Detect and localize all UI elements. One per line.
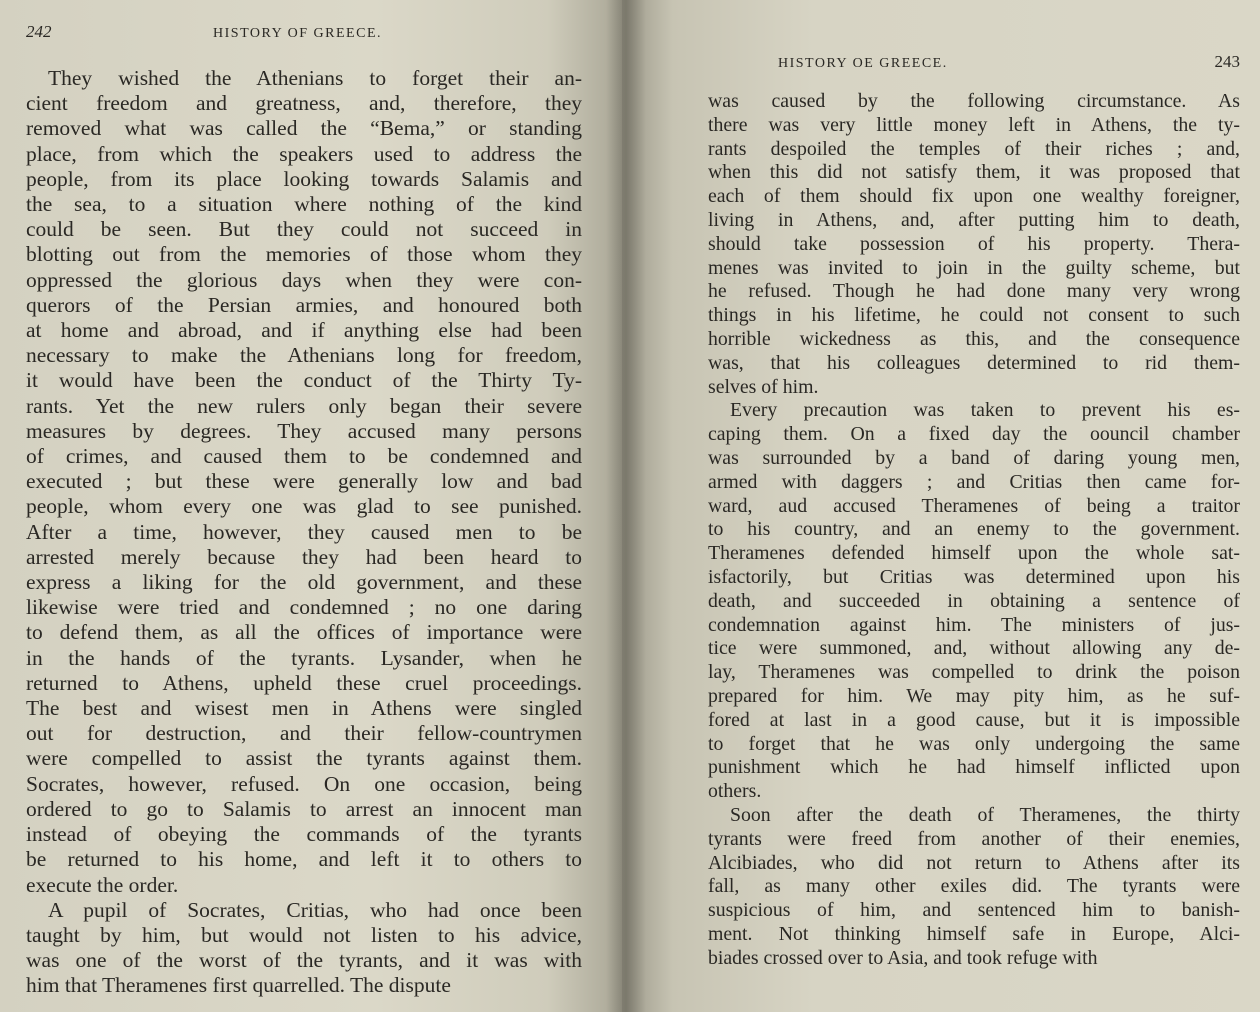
text-line: oppressed the glorious days when they were con-: [26, 267, 582, 292]
text-line: likewise were tried and condemned ; no one daring: [26, 595, 582, 620]
text-line: menes was invited to join in the guilty scheme, but: [708, 256, 1240, 279]
text-line: returned to Athens, upheld these cruel proceedings.: [26, 670, 582, 695]
text-line: was caused by the following circumstance. As: [708, 90, 1240, 112]
text-line: Soon after the death of Theramenes, the thirty: [730, 803, 1240, 826]
left-page: [0, 0, 622, 1012]
right-running-head: [708, 52, 1240, 72]
text-line: there was very little money left in Athens, the ty-: [708, 113, 1240, 136]
text-line: measures by degrees. They accused many persons: [26, 418, 582, 443]
text-line: tyrants were freed from another of their enemies,: [708, 827, 1240, 850]
text-line: each of them should fix upon one wealthy foreigner,: [708, 185, 1240, 208]
text-line: people, whom every one was glad to see punished.: [26, 494, 582, 519]
text-line: out for destruction, and their fellow-countrymen: [26, 721, 582, 746]
right-page: [622, 0, 1260, 1012]
text-line: death, and succeeded in obtaining a sentence of: [708, 589, 1240, 612]
left-running-title: HISTORY OF GREECE.: [213, 26, 382, 41]
text-line: place, from which the speakers used to address the: [26, 141, 582, 166]
text-line: could be seen. But they could not succeed in: [26, 217, 582, 242]
text-line: taught by him, but would not listen to his advice,: [26, 922, 582, 947]
text-line: the sea, to a situation where nothing of the kind: [26, 192, 582, 217]
text-line: ment. Not thinking himself safe in Europe, Alci-: [708, 922, 1240, 945]
text-line: was surrounded by a band of daring young men,: [708, 446, 1240, 469]
right-page-text: [708, 90, 1240, 970]
paragraph: [708, 399, 1240, 804]
text-line: punishment which he had himself inflicted upon: [708, 756, 1240, 779]
text-line: others.: [708, 780, 762, 803]
text-line: living in Athens, and, after putting him to death,: [708, 208, 1240, 231]
text-line: arrested merely because they had been heard to: [26, 544, 582, 569]
text-line: express a liking for the old government, and these: [26, 570, 582, 595]
text-line: of crimes, and caused them to be condemned and: [26, 444, 582, 469]
text-line: Alcibiades, who did not return to Athens after its: [708, 851, 1240, 874]
text-line: fored at last in a good cause, but it is impossible: [708, 708, 1240, 731]
text-line: was, that his colleagues determined to rid them-: [708, 351, 1240, 374]
text-line: him that Theramenes first quarrelled. The dispute: [26, 973, 451, 998]
left-page-number: 242: [26, 22, 52, 41]
text-line: After a time, however, they caused men to be: [26, 519, 582, 544]
left-running-head: [26, 22, 582, 42]
text-line: horrible wickedness as this, and the consequence: [708, 327, 1240, 350]
text-line: Socrates, however, refused. On one occasion, being: [26, 771, 582, 796]
text-line: executed ; but these were generally low and bad: [26, 469, 582, 494]
text-line: tice were summoned, and, without allowing any de-: [708, 637, 1240, 660]
left-page-text: [26, 66, 582, 999]
text-line: instead of obeying the commands of the tyrants: [26, 822, 582, 847]
text-line: at home and abroad, and if anything else had been: [26, 318, 582, 343]
text-line: should take possession of his property. Thera-: [708, 232, 1240, 255]
text-line: necessary to make the Athenians long for freedom,: [26, 343, 582, 368]
text-line: isfactorily, but Critias was determined upon his: [708, 565, 1240, 588]
text-line: people, from its place looking towards Salamis and: [26, 166, 582, 191]
text-line: lay, Theramenes was compelled to drink the poison: [708, 661, 1240, 684]
text-line: was one of the worst of the tyrants, and it was with: [26, 948, 582, 973]
text-line: querors of the Persian armies, and honoured both: [26, 292, 582, 317]
text-line: he refused. Though he had done many very wrong: [708, 280, 1240, 303]
text-line: ward, aud accused Theramenes of being a traitor: [708, 494, 1240, 517]
text-line: when this did not satisfy them, it was proposed that: [708, 161, 1240, 184]
text-line: fall, as many other exiles did. The tyrants were: [708, 875, 1240, 898]
text-line: were compelled to assist the tyrants against them.: [26, 746, 582, 771]
text-line: Theramenes defended himself upon the whole sat-: [708, 542, 1240, 565]
text-line: things in his lifetime, he could not consent to such: [708, 304, 1240, 327]
text-line: The best and wisest men in Athens were singled: [26, 696, 582, 721]
paragraph: [26, 66, 582, 898]
text-line: to his country, and an enemy to the government.: [708, 518, 1240, 541]
text-line: condemnation against him. The ministers of jus-: [708, 613, 1240, 636]
text-line: to defend them, as all the offices of importance were: [26, 620, 582, 645]
right-page-number: 243: [1214, 52, 1240, 71]
right-running-title: HISTORY OE GREECE.: [778, 56, 948, 71]
text-line: cient freedom and greatness, and, therefore, they: [26, 91, 582, 116]
text-line: rants. Yet the new rulers only began their severe: [26, 393, 582, 418]
text-line: armed with daggers ; and Critias then came for-: [708, 470, 1240, 493]
text-line: be returned to his home, and left it to others to: [26, 847, 582, 872]
text-line: prepared for him. We may pity him, as he suf-: [708, 684, 1240, 707]
text-line: biades crossed over to Asia, and took refuge with: [708, 946, 1098, 969]
paragraph: [26, 898, 582, 999]
text-line: They wished the Athenians to forget their an-: [48, 66, 582, 90]
paragraph: [708, 804, 1240, 971]
text-line: A pupil of Socrates, Critias, who had once been: [48, 897, 582, 922]
text-line: blotting out from the memories of those whom they: [26, 242, 582, 267]
text-line: removed what was called the “Bema,” or standing: [26, 116, 582, 141]
text-line: in the hands of the tyrants. Lysander, when he: [26, 645, 582, 670]
text-line: execute the order.: [26, 872, 179, 897]
text-line: rants despoiled the temples of their riches ; and,: [708, 137, 1240, 160]
text-line: suspicious of him, and sentenced him to banish-: [708, 899, 1240, 922]
paragraph: [708, 90, 1240, 399]
text-line: ordered to go to Salamis to arrest an innocent man: [26, 796, 582, 821]
text-line: caping them. On a fixed day the oouncil chamber: [708, 423, 1240, 446]
text-line: it would have been the conduct of the Thirty Ty-: [26, 368, 582, 393]
text-line: to forget that he was only undergoing the same: [708, 732, 1240, 755]
text-line: Every precaution was taken to prevent his es-: [730, 399, 1240, 422]
text-line: selves of him.: [708, 375, 819, 398]
